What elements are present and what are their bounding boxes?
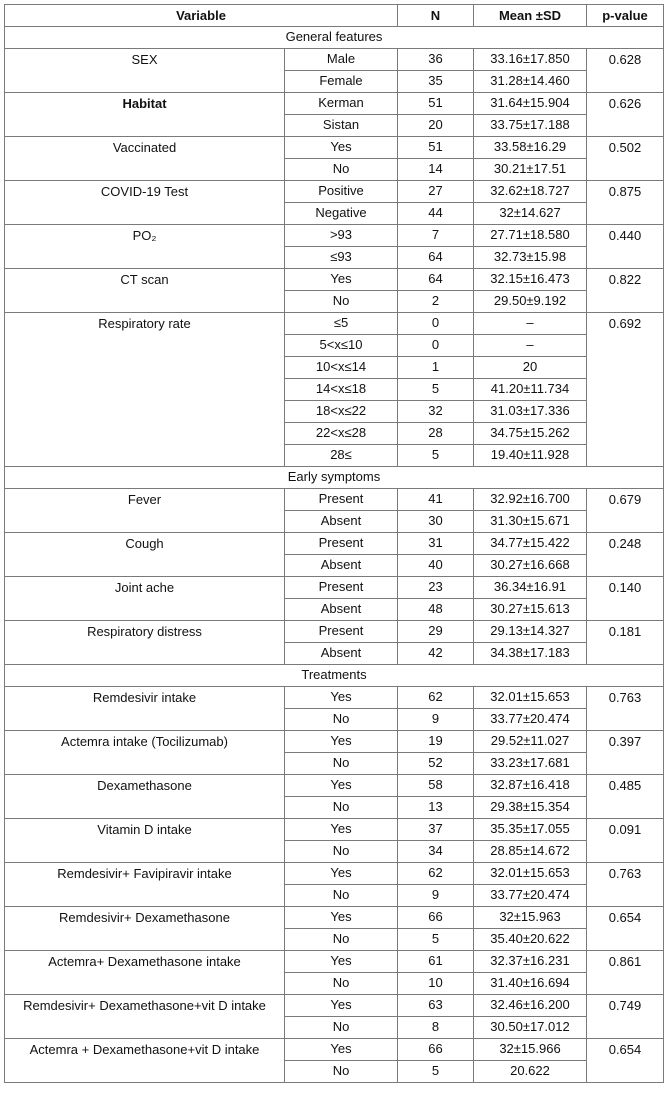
level-cell: No [285,753,398,775]
mean-sd-cell: 30.27±15.613 [474,599,587,621]
variable-cell: SEX [5,49,285,93]
level-cell: No [285,885,398,907]
n-cell: 62 [398,687,474,709]
n-cell: 41 [398,489,474,511]
variable-cell: Fever [5,489,285,533]
mean-sd-cell: 31.03±17.336 [474,401,587,423]
mean-sd-cell: 35.40±20.622 [474,929,587,951]
table-row [5,49,664,71]
variable-cell: Respiratory rate [5,313,285,467]
header-variable: Variable [5,5,398,27]
variable-cell: Respiratory distress [5,621,285,665]
p-value-cell: 0.248 [587,533,664,577]
n-cell: 64 [398,247,474,269]
p-value-cell: 0.181 [587,621,664,665]
table-row [5,137,664,159]
level-cell: Sistan [285,115,398,137]
mean-sd-cell: 29.50±9.192 [474,291,587,313]
level-cell: No [285,1061,398,1083]
mean-sd-cell: 20.622 [474,1061,587,1083]
level-cell: No [285,841,398,863]
n-cell: 8 [398,1017,474,1039]
level-cell: 18<x≤22 [285,401,398,423]
n-cell: 10 [398,973,474,995]
p-value-cell: 0.626 [587,93,664,137]
mean-sd-cell: 30.27±16.668 [474,555,587,577]
p-value-cell: 0.502 [587,137,664,181]
table-row [5,269,664,291]
section-row [5,467,664,489]
level-cell: No [285,709,398,731]
n-cell: 42 [398,643,474,665]
table-body [5,27,664,1083]
p-value-cell: 0.763 [587,687,664,731]
level-cell: Absent [285,643,398,665]
table-row [5,775,664,797]
mean-sd-cell: 32.37±16.231 [474,951,587,973]
section-row [5,27,664,49]
mean-sd-cell: 36.34±16.91 [474,577,587,599]
mean-sd-cell: 34.38±17.183 [474,643,587,665]
n-cell: 0 [398,335,474,357]
mean-sd-cell: 31.64±15.904 [474,93,587,115]
level-cell: Yes [285,951,398,973]
level-cell: 14<x≤18 [285,379,398,401]
table-row [5,225,664,247]
level-cell: 28≤ [285,445,398,467]
n-cell: 63 [398,995,474,1017]
mean-sd-cell: 29.52±11.027 [474,731,587,753]
level-cell: Positive [285,181,398,203]
n-cell: 32 [398,401,474,423]
header-n: N [398,5,474,27]
level-cell: Negative [285,203,398,225]
n-cell: 34 [398,841,474,863]
mean-sd-cell: 27.71±18.580 [474,225,587,247]
p-value-cell: 0.397 [587,731,664,775]
level-cell: Present [285,621,398,643]
n-cell: 28 [398,423,474,445]
level-cell: Male [285,49,398,71]
level-cell: Female [285,71,398,93]
mean-sd-cell: 30.21±17.51 [474,159,587,181]
mean-sd-cell: 33.58±16.29 [474,137,587,159]
n-cell: 51 [398,93,474,115]
n-cell: 5 [398,445,474,467]
mean-sd-cell: 32.01±15.653 [474,687,587,709]
n-cell: 52 [398,753,474,775]
variable-cell: Habitat [5,93,285,137]
mean-sd-cell: 32±15.963 [474,907,587,929]
n-cell: 20 [398,115,474,137]
n-cell: 35 [398,71,474,93]
header-mean-sd: Mean ±SD [474,5,587,27]
level-cell: ≤93 [285,247,398,269]
level-cell: Absent [285,555,398,577]
mean-sd-cell: 32.15±16.473 [474,269,587,291]
variable-cell: Remdesivir+ Dexamethasone+vit D intake [5,995,285,1039]
n-cell: 5 [398,1061,474,1083]
table-row [5,819,664,841]
n-cell: 61 [398,951,474,973]
level-cell: Yes [285,269,398,291]
level-cell: Yes [285,819,398,841]
p-value-cell: 0.628 [587,49,664,93]
level-cell: Absent [285,511,398,533]
table-row [5,863,664,885]
mean-sd-cell: 33.16±17.850 [474,49,587,71]
mean-sd-cell: 41.20±11.734 [474,379,587,401]
mean-sd-cell: 29.13±14.327 [474,621,587,643]
mean-sd-cell: 32.73±15.98 [474,247,587,269]
mean-sd-cell: 33.75±17.188 [474,115,587,137]
p-value-cell: 0.485 [587,775,664,819]
mean-sd-cell: 32±14.627 [474,203,587,225]
n-cell: 48 [398,599,474,621]
mean-sd-cell: 33.77±20.474 [474,885,587,907]
n-cell: 29 [398,621,474,643]
variable-cell: Remdesivir+ Favipiravir intake [5,863,285,907]
level-cell: 22<x≤28 [285,423,398,445]
n-cell: 5 [398,929,474,951]
p-value-cell: 0.763 [587,863,664,907]
mean-sd-cell: 30.50±17.012 [474,1017,587,1039]
variable-cell: Remdesivir+ Dexamethasone [5,907,285,951]
level-cell: No [285,291,398,313]
table-row [5,621,664,643]
n-cell: 5 [398,379,474,401]
table-row [5,489,664,511]
p-value-cell: 0.654 [587,1039,664,1083]
mean-sd-cell: 33.23±17.681 [474,753,587,775]
mean-sd-cell: 28.85±14.672 [474,841,587,863]
level-cell: Yes [285,863,398,885]
n-cell: 31 [398,533,474,555]
results-table [4,4,664,1083]
level-cell: ≤5 [285,313,398,335]
level-cell: Yes [285,907,398,929]
mean-sd-cell: – [474,335,587,357]
n-cell: 23 [398,577,474,599]
p-value-cell: 0.091 [587,819,664,863]
section-title: Early symptoms [5,467,664,489]
level-cell: No [285,159,398,181]
p-value-cell: 0.749 [587,995,664,1039]
n-cell: 9 [398,709,474,731]
variable-cell: Vaccinated [5,137,285,181]
variable-cell: Actemra + Dexamethasone+vit D intake [5,1039,285,1083]
level-cell: No [285,929,398,951]
n-cell: 30 [398,511,474,533]
section-title: Treatments [5,665,664,687]
mean-sd-cell: 33.77±20.474 [474,709,587,731]
n-cell: 36 [398,49,474,71]
table-row [5,687,664,709]
mean-sd-cell: 34.75±15.262 [474,423,587,445]
table-row [5,577,664,599]
variable-cell: Actemra intake (Tocilizumab) [5,731,285,775]
level-cell: No [285,797,398,819]
level-cell: Present [285,577,398,599]
level-cell: >93 [285,225,398,247]
table-row [5,533,664,555]
p-value-cell: 0.692 [587,313,664,467]
mean-sd-cell: 32±15.966 [474,1039,587,1061]
level-cell: Yes [285,137,398,159]
mean-sd-cell: 32.46±16.200 [474,995,587,1017]
mean-sd-cell: 32.87±16.418 [474,775,587,797]
p-value-cell: 0.875 [587,181,664,225]
mean-sd-cell: 32.01±15.653 [474,863,587,885]
variable-cell: Vitamin D intake [5,819,285,863]
n-cell: 27 [398,181,474,203]
table-row [5,181,664,203]
p-value-cell: 0.679 [587,489,664,533]
n-cell: 40 [398,555,474,577]
level-cell: Present [285,533,398,555]
table-row [5,1039,664,1061]
n-cell: 14 [398,159,474,181]
level-cell: Yes [285,687,398,709]
n-cell: 66 [398,1039,474,1061]
n-cell: 19 [398,731,474,753]
level-cell: Yes [285,775,398,797]
level-cell: 5<x≤10 [285,335,398,357]
table-row [5,907,664,929]
level-cell: No [285,973,398,995]
mean-sd-cell: 20 [474,357,587,379]
p-value-cell: 0.140 [587,577,664,621]
level-cell: Yes [285,731,398,753]
level-cell: Yes [285,995,398,1017]
header-p-value: p-value [587,5,664,27]
variable-cell: Dexamethasone [5,775,285,819]
table-row [5,313,664,335]
variable-cell: Joint ache [5,577,285,621]
n-cell: 13 [398,797,474,819]
n-cell: 0 [398,313,474,335]
n-cell: 51 [398,137,474,159]
header-row [5,5,664,27]
section-row [5,665,664,687]
n-cell: 1 [398,357,474,379]
mean-sd-cell: 19.40±11.928 [474,445,587,467]
p-value-cell: 0.654 [587,907,664,951]
table-row [5,995,664,1017]
mean-sd-cell: 32.62±18.727 [474,181,587,203]
p-value-cell: 0.822 [587,269,664,313]
n-cell: 7 [398,225,474,247]
n-cell: 44 [398,203,474,225]
mean-sd-cell: 34.77±15.422 [474,533,587,555]
mean-sd-cell: 32.92±16.700 [474,489,587,511]
level-cell: Present [285,489,398,511]
mean-sd-cell: 31.40±16.694 [474,973,587,995]
variable-cell: Cough [5,533,285,577]
mean-sd-cell: – [474,313,587,335]
level-cell: 10<x≤14 [285,357,398,379]
variable-cell: COVID-19 Test [5,181,285,225]
mean-sd-cell: 31.28±14.460 [474,71,587,93]
p-value-cell: 0.861 [587,951,664,995]
n-cell: 62 [398,863,474,885]
variable-cell: Actemra+ Dexamethasone intake [5,951,285,995]
level-cell: No [285,1017,398,1039]
p-value-cell: 0.440 [587,225,664,269]
section-title: General features [5,27,664,49]
variable-cell: Remdesivir intake [5,687,285,731]
n-cell: 66 [398,907,474,929]
n-cell: 64 [398,269,474,291]
n-cell: 9 [398,885,474,907]
table-row [5,951,664,973]
table-row [5,93,664,115]
table-row [5,731,664,753]
mean-sd-cell: 31.30±15.671 [474,511,587,533]
n-cell: 58 [398,775,474,797]
variable-cell: CT scan [5,269,285,313]
mean-sd-cell: 35.35±17.055 [474,819,587,841]
n-cell: 37 [398,819,474,841]
level-cell: Kerman [285,93,398,115]
n-cell: 2 [398,291,474,313]
level-cell: Absent [285,599,398,621]
level-cell: Yes [285,1039,398,1061]
variable-cell: PO₂ [5,225,285,269]
mean-sd-cell: 29.38±15.354 [474,797,587,819]
